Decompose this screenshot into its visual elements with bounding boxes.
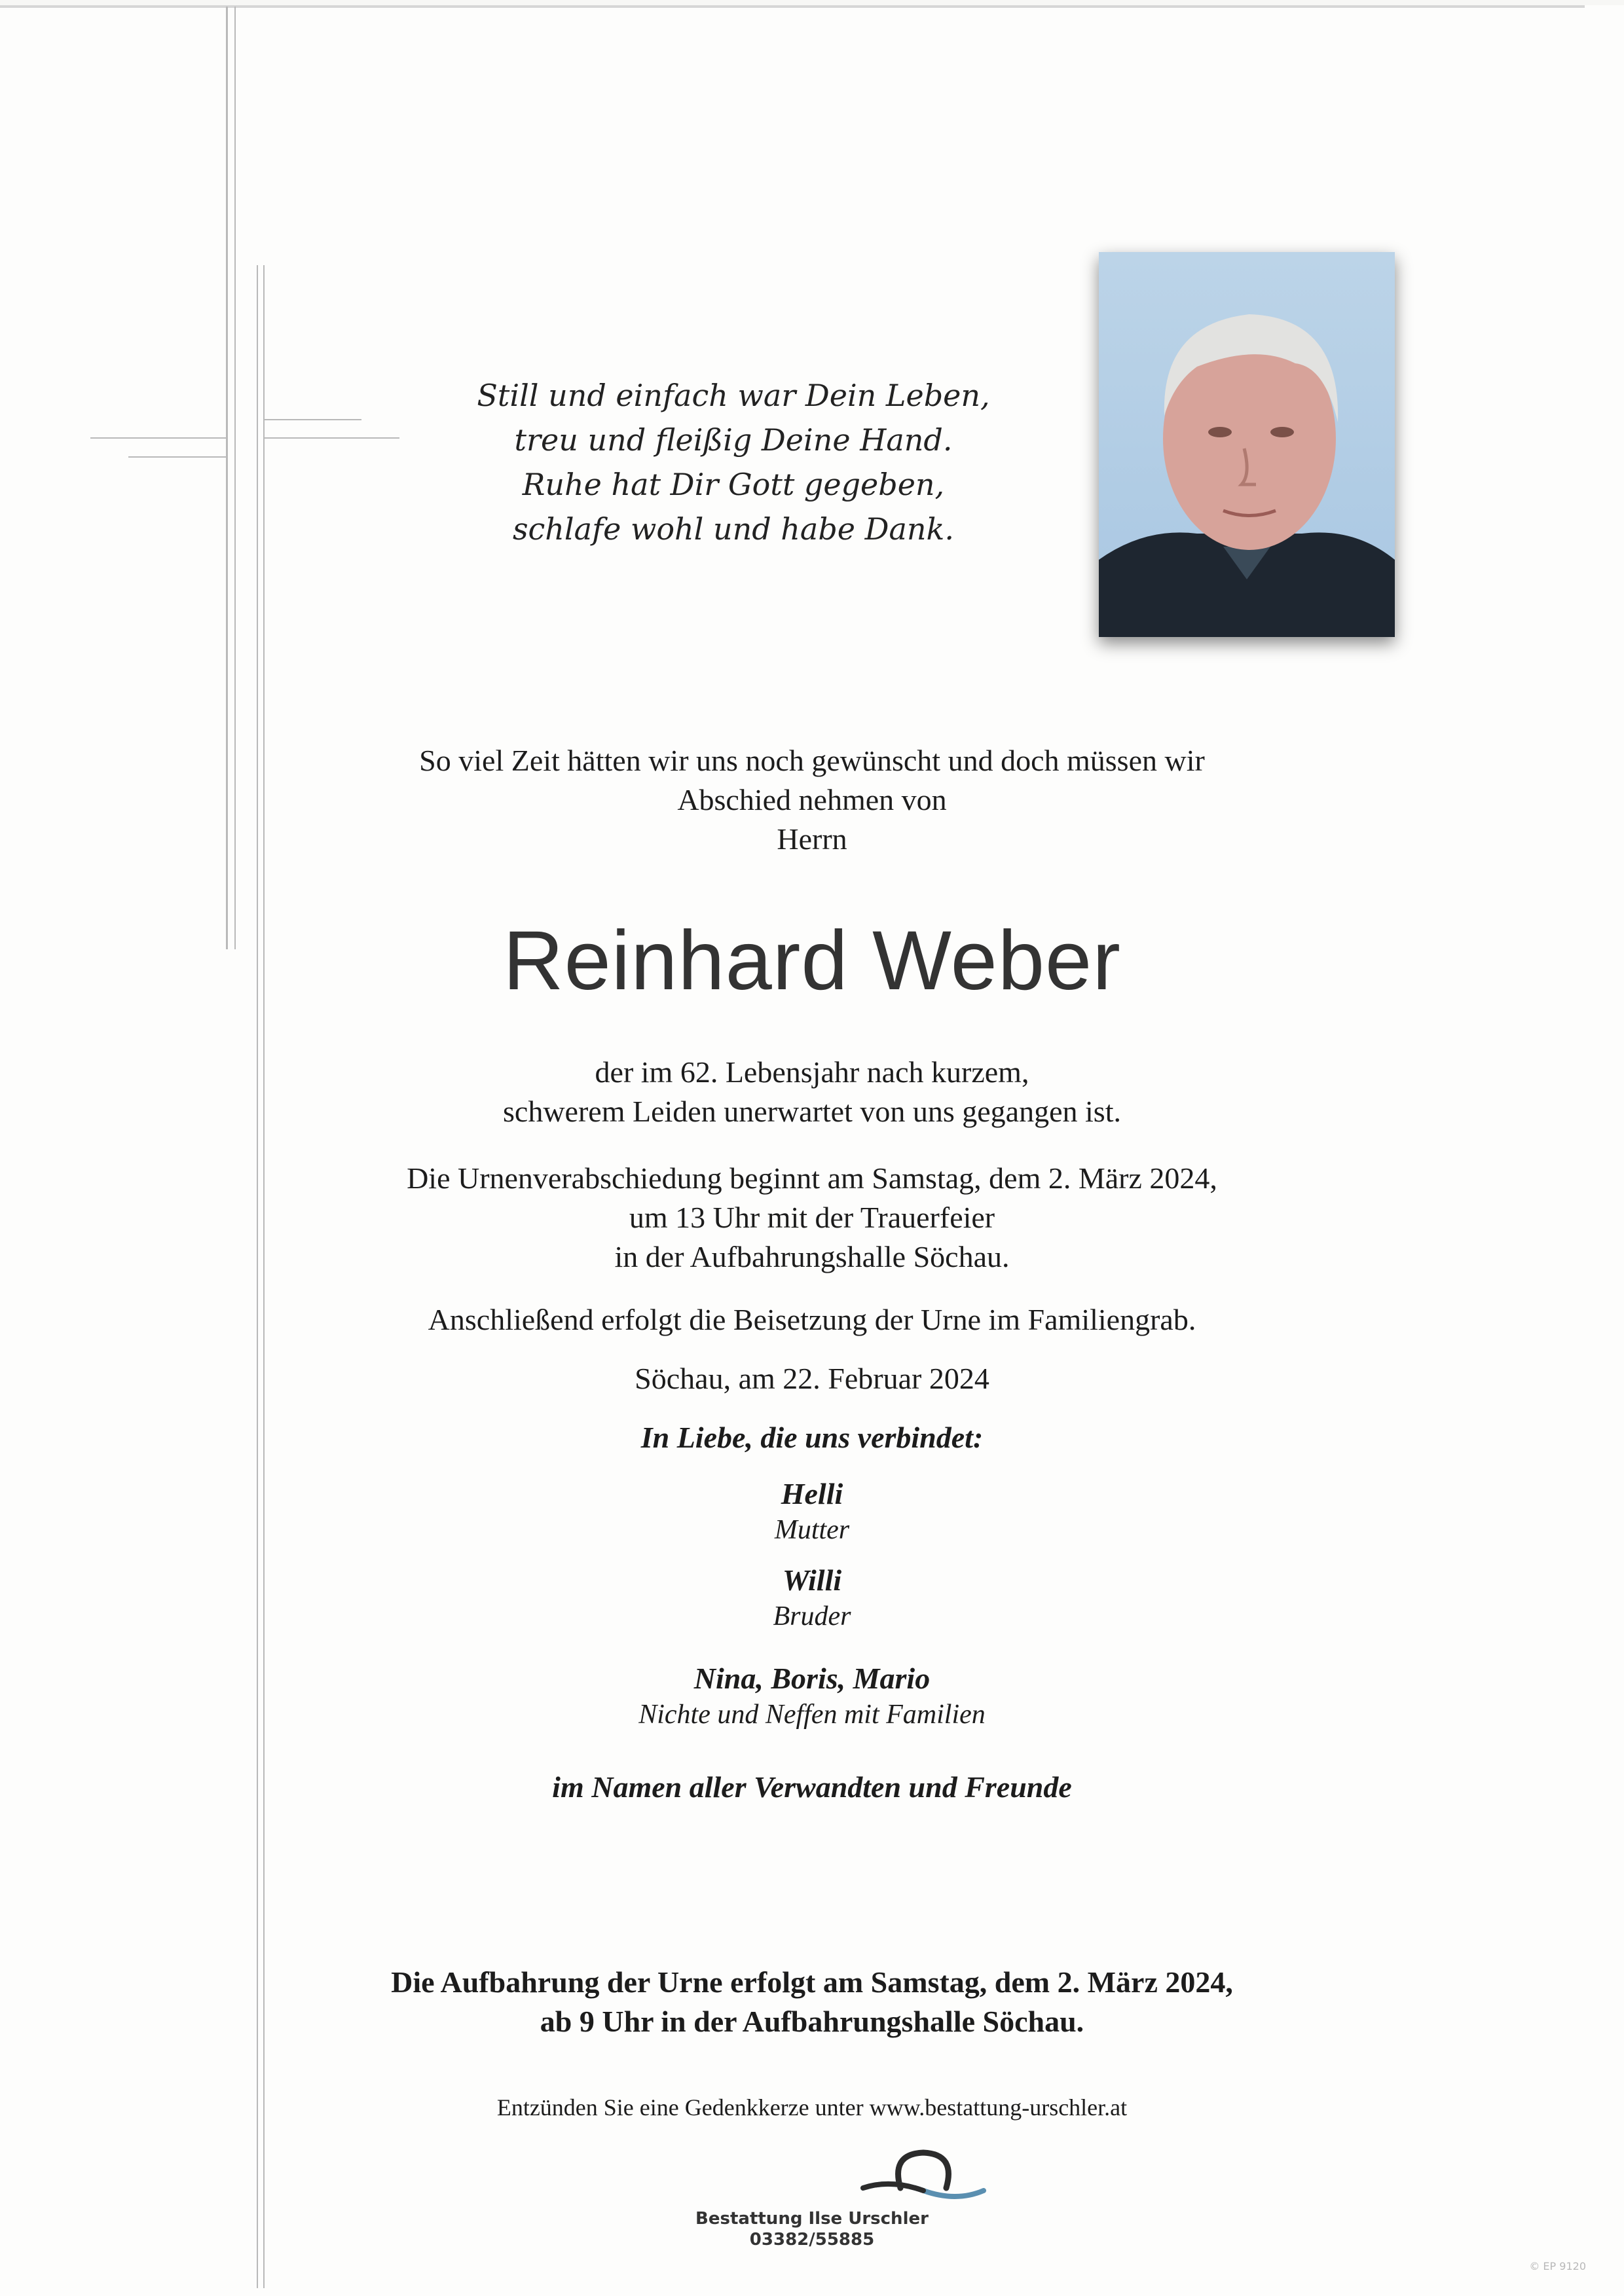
death-notice-line: schwerem Leiden unerwartet von uns gegangen ist. [503,1095,1121,1128]
ceremony-info [0,1159,1624,1277]
top-edge-line [0,5,1585,8]
mourner-name: Willi [782,1563,842,1597]
verse-line: Still und einfach war Dein Leben, [477,378,990,413]
death-notice-line: der im 62. Lebensjahr nach kurzem, [595,1055,1029,1089]
closing-phrase: In Liebe, die uns verbindet: [640,1421,984,1454]
death-notice [0,1053,1624,1131]
form-code: © EP 9120 [1529,2260,1586,2272]
intro-line: Herrn [777,822,847,856]
candle-note: Entzünden Sie eine Gedenkkerze unter www.bestattung-urschler.at [496,2094,1128,2121]
ceremony-line: Die Urnenverabschiedung beginnt am Samstag, dem 2. März 2024, [407,1161,1217,1195]
mourner-relation: Bruder [773,1601,851,1631]
verse-line: Ruhe hat Dir Gott gegeben, [522,467,945,502]
verse-line: treu und fleißig Deine Hand. [514,422,953,458]
viewing-info [0,1963,1624,2041]
burial-info: Anschließend erfolgt die Beisetzung der Urne im Familiengrab. [428,1303,1196,1336]
mourner-entry [0,1476,1624,1548]
memorial-verse [419,373,1048,551]
viewing-line: Die Aufbahrung der Urne erfolgt am Samstag, dem 2. März 2024, [391,1965,1233,1999]
mourner-entry [0,1660,1624,1732]
ceremony-line: in der Aufbahrungshalle Söchau. [614,1240,1010,1273]
intro-line: Abschied nehmen von [677,783,947,816]
ceremony-line: um 13 Uhr mit der Trauerfeier [629,1201,995,1234]
mourner-name: Nina, Boris, Mario [693,1662,931,1695]
company-logo-icon [845,2147,1002,2213]
company-phone: 03382/55885 [749,2230,875,2250]
portrait-photo [1099,252,1395,637]
deceased-name: Reinhard Weber [503,914,1121,1008]
intro-text [0,741,1624,859]
intro-line: So viel Zeit hätten wir uns noch gewünscht und doch müssen wir [419,744,1205,777]
mourner-relation: Mutter [774,1515,850,1545]
relatives-note: im Namen aller Verwandten und Freunde [552,1770,1072,1804]
mourner-name: Helli [781,1477,843,1510]
mourner-entry [0,1562,1624,1634]
company-name: Bestattung Ilse Urschler [695,2209,929,2229]
mourner-relation: Nichte und Neffen mit Familien [638,1700,986,1730]
verse-line: schlafe wohl und habe Dank. [512,511,955,547]
viewing-line: ab 9 Uhr in der Aufbahrungshalle Söchau. [540,2005,1084,2038]
place-date: Söchau, am 22. Februar 2024 [635,1362,989,1395]
